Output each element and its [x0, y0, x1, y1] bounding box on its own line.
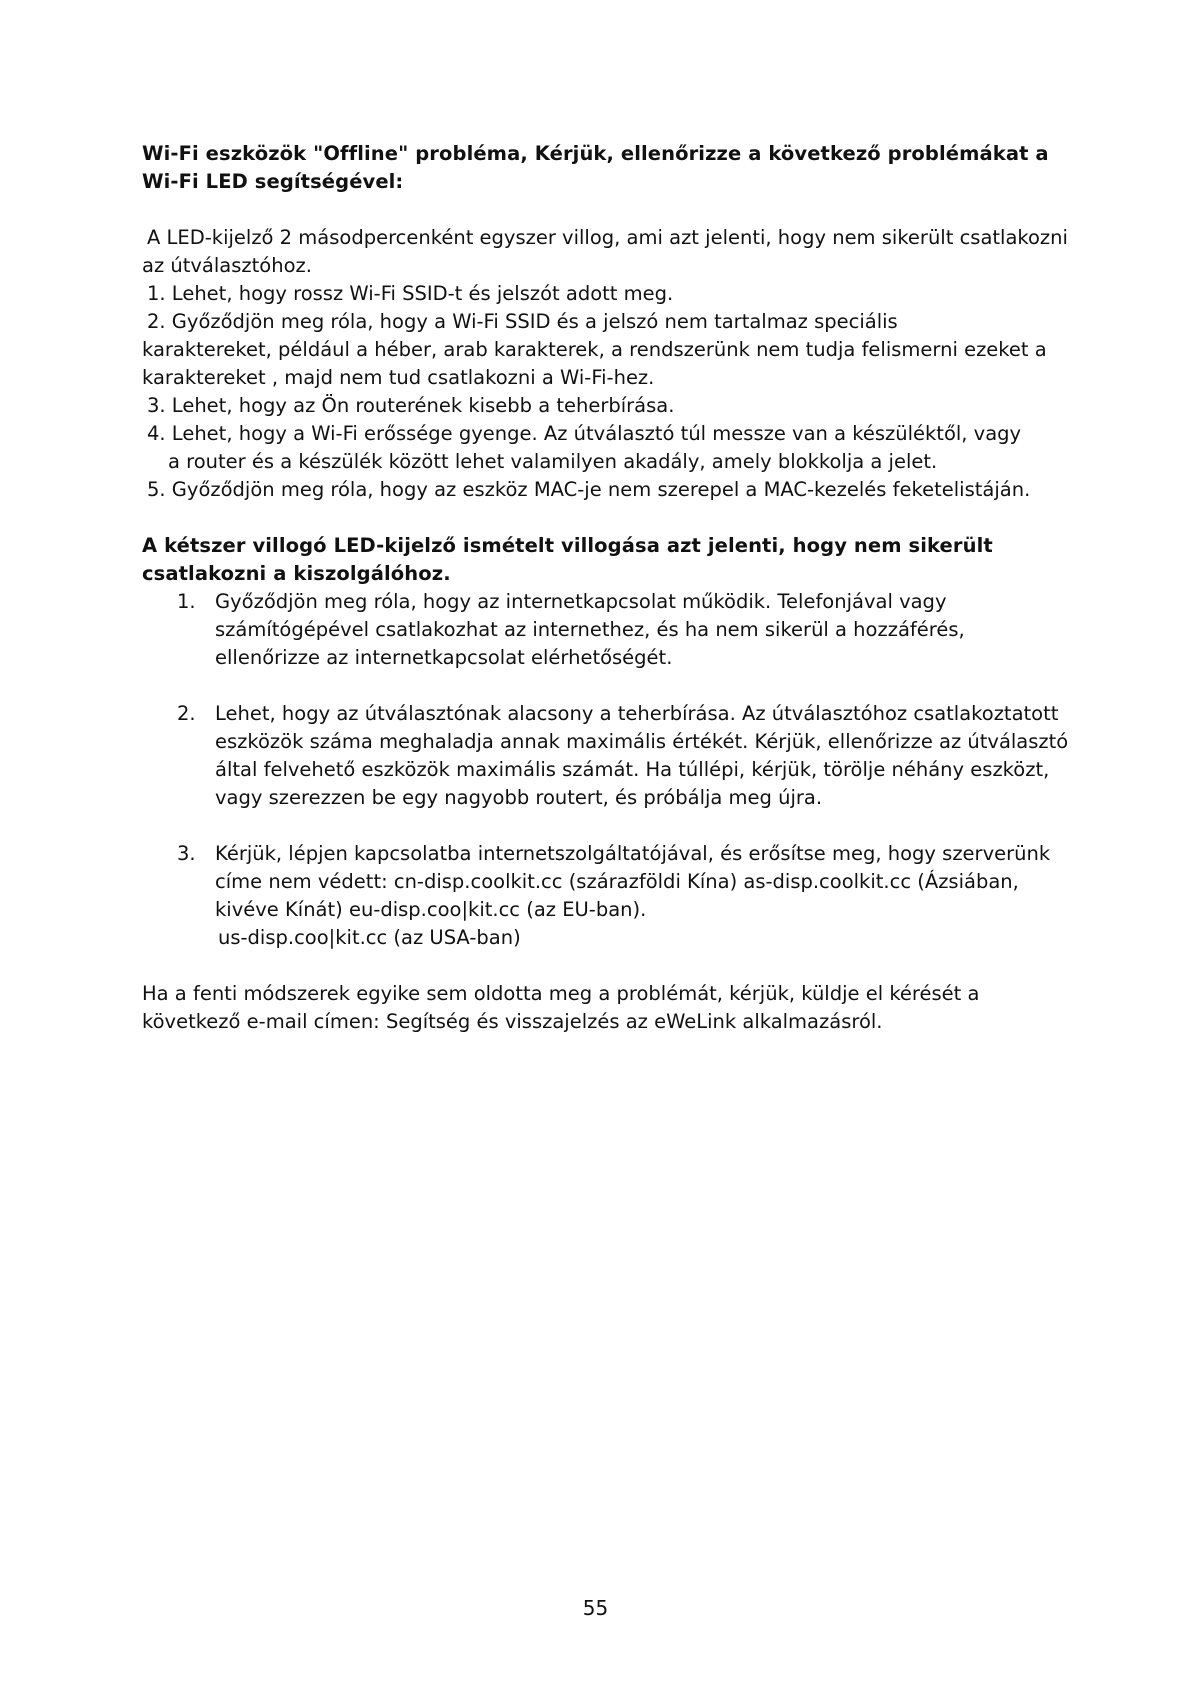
offline-item-1: 1. Lehet, hogy rossz Wi-Fi SSID-t és jelszót adott meg.	[147, 282, 674, 305]
page-content	[142, 140, 1072, 1036]
offline-item-5: 5. Győződjön meg róla, hogy az eszköz MAC-je nem szerepel a MAC-kezelés feketelistáján.	[147, 478, 1031, 501]
section-server-heading: A kétszer villogó LED-kijelző ismételt villogása azt jelenti, hogy nem sikerült csatlakozni a kiszolgálóhoz.	[142, 534, 993, 585]
offline-item-3: 3. Lehet, hogy az Ön routerének kisebb a teherbírása.	[147, 394, 675, 417]
offline-item-4: 4. Lehet, hogy a Wi-Fi erőssége gyenge. Az útválasztó túl messze van a készüléktől, vagy	[147, 422, 1022, 445]
closing-paragraph: Ha a fenti módszerek egyike sem oldotta meg a problémát, kérjük, küldje el kérését a következő e-mail címen: Segítség és visszajelzés az eWeLink alkalmazásról.	[142, 982, 980, 1033]
spacer	[142, 196, 1072, 224]
list-item	[142, 588, 1072, 672]
offline-item-2-continued: karaktereket, például a héber, arab karakterek, a rendszerünk nem tudja felismerni ezeket a karaktereket , majd nem tud csatlakozni a Wi-Fi-hez.	[142, 338, 1053, 389]
spacer	[142, 504, 1072, 532]
led-single-blink-intro: A LED-kijelző 2 másodpercenként egyszer villog, ami azt jelenti, hogy nem sikerült csatlakozni az útválasztóhoz.	[142, 226, 1068, 277]
list-item-text: Lehet, hogy az útválasztónak alacsony a teherbírása. Az útválasztóhoz csatlakoztatott eszközök száma meghaladja annak maximális értékét. Kérjük, ellenőrizze az útválasztó által felvehető eszközök maximális számát. Ha túllépi, kérjük, törölje néhány eszközt, vagy szerezzen be egy nagyobb routert, és próbálja meg újra.	[215, 702, 1069, 809]
offline-item-2: 2. Győződjön meg róla, hogy a Wi-Fi SSID és a jelszó nem tartalmaz speciális	[147, 310, 898, 333]
list-item-number: 3.	[177, 842, 196, 865]
list-item	[142, 840, 1072, 952]
list-item-number: 1.	[177, 590, 196, 613]
offline-item-4-continued: a router és a készülék között lehet valamilyen akadály, amely blokkolja a jelet.	[168, 450, 938, 473]
list-item-number: 2.	[177, 702, 196, 725]
section-offline-heading: Wi-Fi eszközök "Offline" probléma, Kérjük, ellenőrizze a következő problémákat a Wi-Fi LED segítségével:	[142, 142, 1049, 193]
page-number: 55	[582, 1596, 609, 1620]
server-troubleshoot-list	[142, 588, 1072, 952]
list-item-text: Kérjük, lépjen kapcsolatba internetszolgáltatójával, és erősítse meg, hogy szerverünk címe nem védett: cn-disp.coolkit.cc (szárazföldi Kína) as-disp.coolkit.cc (Ázsiában, kivéve Kínát) eu-disp.coo|kit.cc (az EU-ban).	[215, 842, 1051, 921]
list-item-extra-text: us-disp.coo|kit.cc (az USA-ban)	[218, 926, 521, 949]
list-item-text: Győződjön meg róla, hogy az internetkapcsolat működik. Telefonjával vagy számítógépével csatlakozhat az internethez, és ha nem sikerül a hozzáférés, ellenőrizze az internetkapcsolat elérhetőségét.	[215, 590, 965, 669]
list-item	[142, 700, 1072, 812]
